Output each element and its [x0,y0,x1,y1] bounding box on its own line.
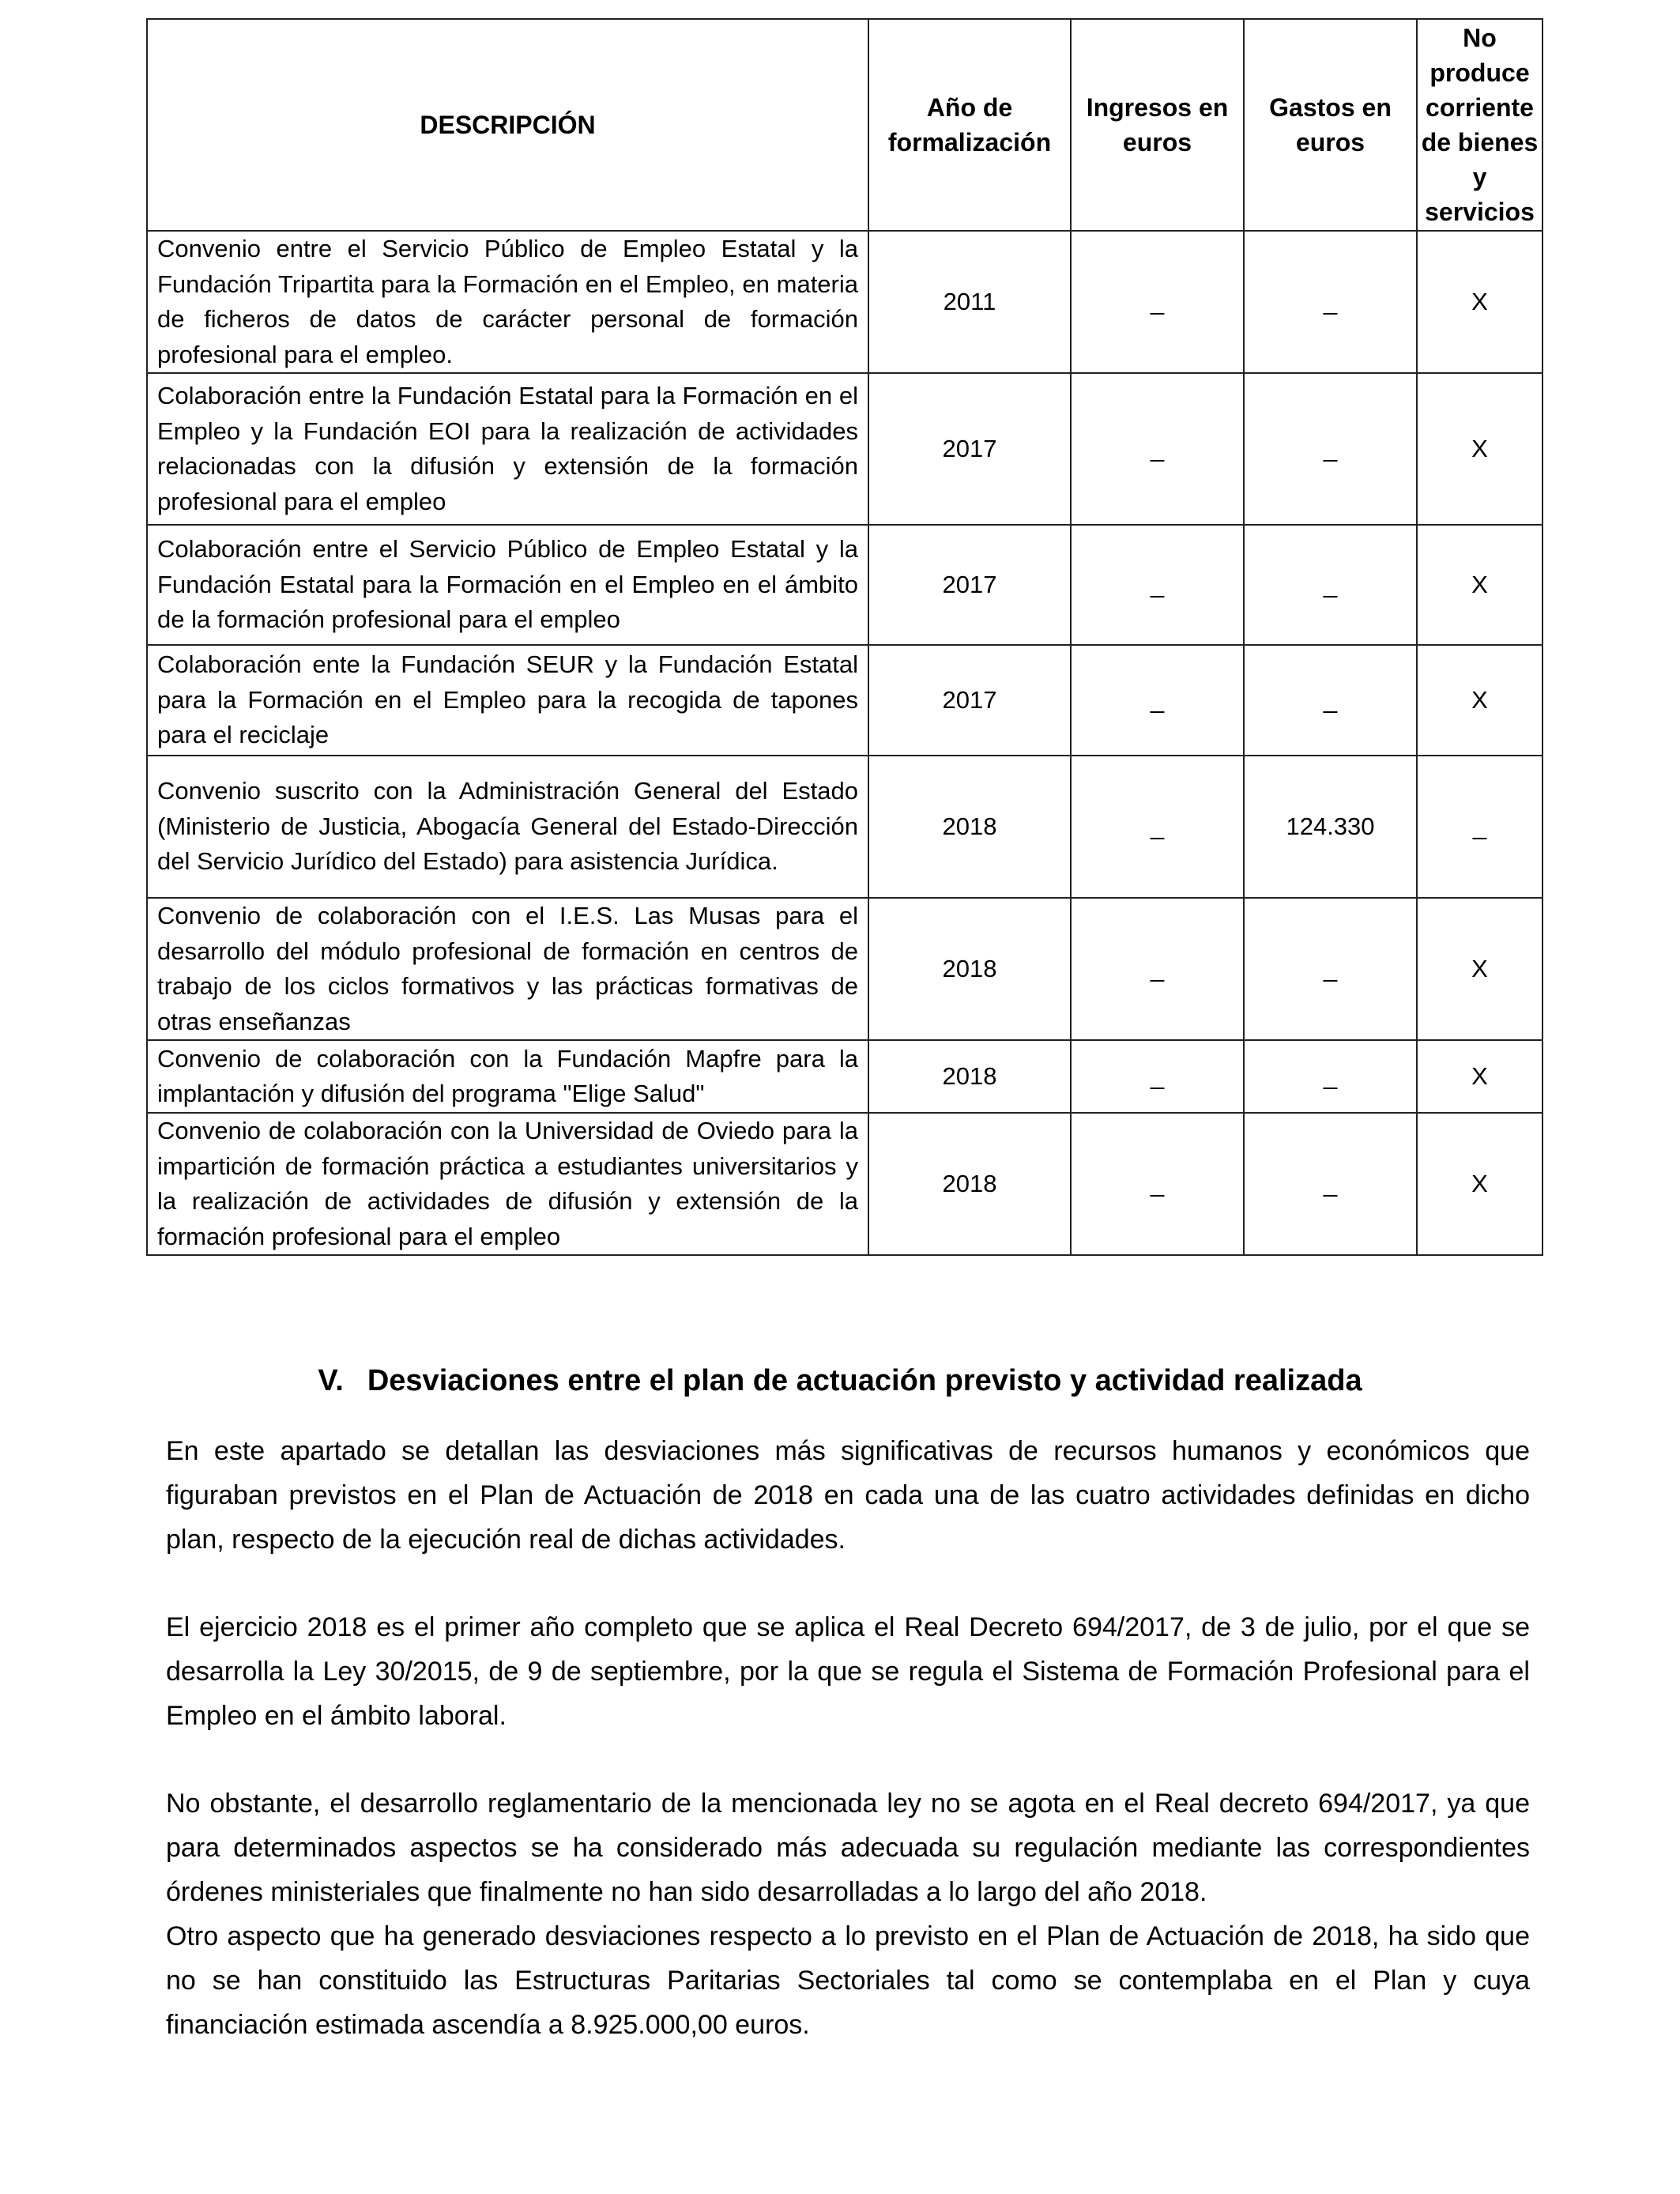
cell-gastos: _ [1244,645,1417,756]
cell-anio: 2018 [868,1040,1071,1113]
cell-ingresos: _ [1071,373,1244,525]
cell-descripcion: Convenio suscrito con la Administración General del Estado (Ministerio de Justicia, Abogacía General del Estado-Dirección del Servicio Jurídico del Estado) para asistencia Jurídica. [147,756,868,898]
cell-descripcion: Convenio de colaboración con la Universidad de Oviedo para la impartición de formación práctica a estudiantes universitarios y la realización de actividades de difusión y extensión de la formación profesional para el empleo [147,1113,868,1255]
cell-gastos: _ [1244,525,1417,645]
cell-no-produce: X [1417,373,1543,525]
cell-no-produce: X [1417,1113,1543,1255]
table-row [147,1040,1543,1113]
cell-no-produce: X [1417,231,1543,373]
agreements-table [146,18,1543,1256]
section-title: Desviaciones entre el plan de actuación previsto y actividad realizada [367,1364,1362,1397]
cell-gastos: 124.330 [1244,756,1417,898]
table-row [147,1113,1543,1255]
cell-anio: 2018 [868,1113,1071,1255]
cell-gastos: _ [1244,898,1417,1040]
cell-descripcion: Convenio de colaboración con la Fundación Mapfre para la implantación y difusión del programa "Elige Salud" [147,1040,868,1113]
table-row [147,756,1543,898]
cell-anio: 2011 [868,231,1071,373]
cell-descripcion: Colaboración entre el Servicio Público de Empleo Estatal y la Fundación Estatal para la Formación en el Empleo en el ámbito de la formación profesional para el empleo [147,525,868,645]
cell-anio: 2017 [868,525,1071,645]
header-descripcion: DESCRIPCIÓN [147,19,868,231]
paragraph: No obstante, el desarrollo reglamentario de la mencionada ley no se agota en el Real decreto 694/2017, ya que para determinados aspectos se ha considerado más adecuada su regulación mediante las correspondientes órdenes ministeriales que finalmente no han sido desarrolladas a lo largo del año 2018. [166,1789,1530,1907]
table-row [147,231,1543,373]
table-row [147,525,1543,645]
cell-gastos: _ [1244,373,1417,525]
cell-ingresos: _ [1071,1113,1244,1255]
table-row [147,898,1543,1040]
cell-ingresos: _ [1071,898,1244,1040]
paragraph: En este apartado se detallan las desviaciones más significativas de recursos humanos y económicos que figuraban previstos en el Plan de Actuación de 2018 en cada una de las cuatro actividades definidas en dicho plan, respecto de la ejecución real de dichas actividades. [166,1436,1530,1555]
paragraph: El ejercicio 2018 es el primer año completo que se aplica el Real Decreto 694/2017, de 3 de julio, por el que se desarrolla la Ley 30/2015, de 9 de septiembre, por la que se regula el Sistema de Formación Profesional para el Empleo en el ámbito laboral. [166,1612,1530,1731]
cell-gastos: _ [1244,1113,1417,1255]
cell-anio: 2017 [868,645,1071,756]
header-gastos: Gastos en euros [1244,19,1417,231]
cell-no-produce: X [1417,645,1543,756]
cell-descripcion: Convenio de colaboración con el I.E.S. Las Musas para el desarrollo del módulo profesional de formación en centros de trabajo de los ciclos formativos y las prácticas formativas de otras enseñanzas [147,898,868,1040]
cell-anio: 2018 [868,898,1071,1040]
section-heading [0,1361,1680,1400]
cell-gastos: _ [1244,1040,1417,1113]
cell-ingresos: _ [1071,525,1244,645]
paragraph-1-block [166,1429,1530,1562]
header-anio: Año de formalización [868,19,1071,231]
cell-no-produce: X [1417,1040,1543,1113]
cell-descripcion: Convenio entre el Servicio Público de Empleo Estatal y la Fundación Tripartita para la Formación en el Empleo, en materia de ficheros de datos de carácter personal de formación profesional para el empleo. [147,231,868,373]
cell-ingresos: _ [1071,1040,1244,1113]
cell-no-produce: _ [1417,756,1543,898]
cell-anio: 2017 [868,373,1071,525]
cell-ingresos: _ [1071,231,1244,373]
cell-descripcion: Colaboración ente la Fundación SEUR y la Fundación Estatal para la Formación en el Empleo para la recogida de tapones para el reciclaje [147,645,868,756]
paragraph-2-block [166,1605,1530,1738]
cell-anio: 2018 [868,756,1071,898]
header-ingresos: Ingresos en euros [1071,19,1244,231]
table-header-row [147,19,1543,231]
cell-descripcion: Colaboración entre la Fundación Estatal para la Formación en el Empleo y la Fundación EOI para la realización de actividades relacionadas con la difusión y extensión de la formación profesional para el empleo [147,373,868,525]
paragraph-3-block [166,1781,1530,2047]
paragraph: Otro aspecto que ha generado desviaciones respecto a lo previsto en el Plan de Actuación de 2018, ha sido que no se han constituido las Estructuras Paritarias Sectoriales tal como se contemplaba en el Plan y cuya financiación estimada ascendía a 8.925.000,00 euros. [166,1921,1530,2040]
header-no-produce: No produce corriente de bienes y servicios [1417,19,1543,231]
section-number: V. [318,1364,344,1397]
table-row [147,645,1543,756]
table-row [147,373,1543,525]
cell-ingresos: _ [1071,645,1244,756]
cell-no-produce: X [1417,525,1543,645]
cell-no-produce: X [1417,898,1543,1040]
cell-gastos: _ [1244,231,1417,373]
cell-ingresos: _ [1071,756,1244,898]
